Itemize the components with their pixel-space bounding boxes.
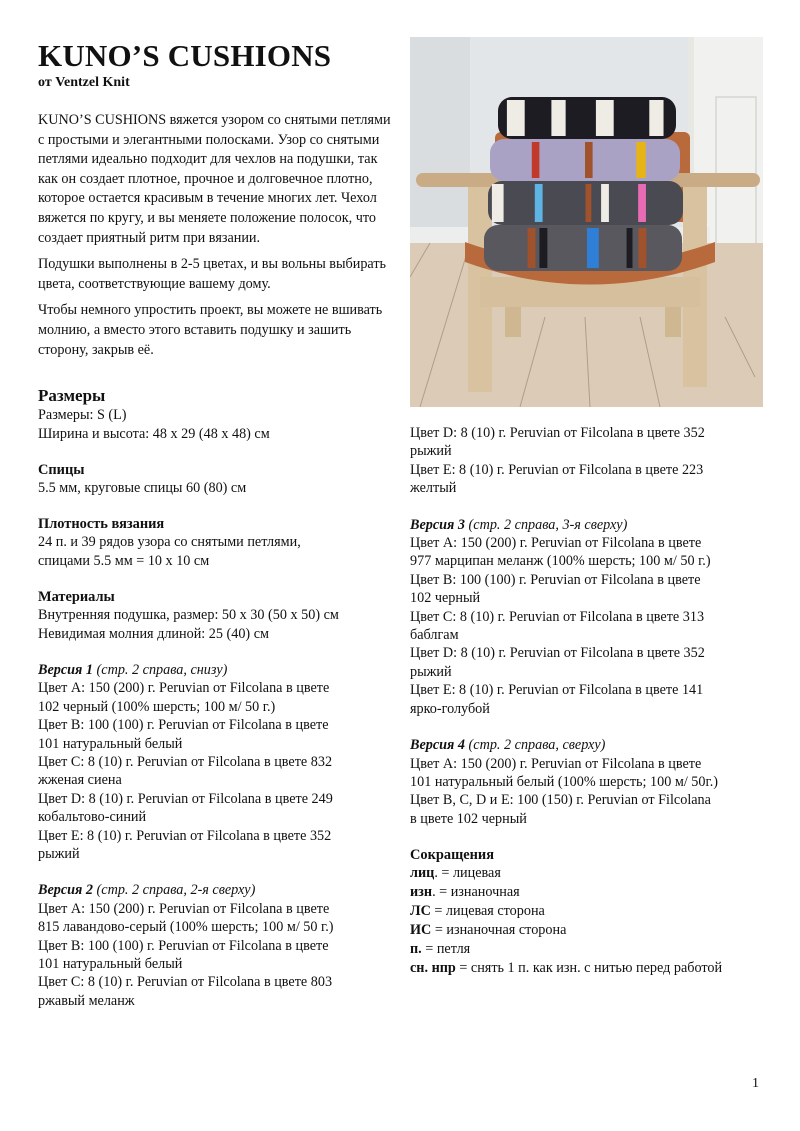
yarn-line: 101 натуральный белый	[38, 956, 183, 973]
version-note: (стр. 2 справа, снизу)	[96, 661, 228, 678]
intro-paragraph-3: Чтобы немного упростить проект, вы можете не вшивать молнию, а вместо этого вставить подушку и зашить сторону, закрыв её.	[38, 302, 383, 358]
right-column	[410, 37, 780, 978]
photo-cushion-stripe	[601, 184, 609, 222]
materials-heading: Материалы	[38, 589, 115, 606]
yarn-line: Цвет B: 100 (100) г. Peruvian от Filcolana в цвете	[410, 571, 701, 588]
abbreviations-heading: Сокращения	[410, 847, 494, 864]
abbreviation-term: изн	[410, 884, 433, 901]
yarn-line: желтый	[410, 480, 457, 497]
photo-cushion	[484, 225, 682, 271]
yarn-line: Цвет A: 150 (200) г. Peruvian от Filcolana в цвете	[410, 755, 702, 772]
yarn-line: 102 черный	[410, 590, 481, 607]
abbreviation-definition: . = изнаночная	[432, 884, 520, 901]
yarn-line: 977 марципан меланж (100% шерсть; 100 м/ 50 г.)	[410, 553, 711, 570]
abbreviations-list	[410, 864, 780, 978]
version-3-heading	[410, 516, 780, 534]
yarn-line: 102 черный (100% шерсть; 100 м/ 50 г.)	[38, 698, 276, 715]
sizes-heading: Размеры	[38, 386, 106, 406]
photo-cushion-stripe	[632, 100, 637, 136]
abbreviation-item	[410, 959, 780, 978]
gauge-section	[38, 515, 398, 570]
sizes-line: Ширина и высота: 48 x 29 (48 x 48) см	[38, 425, 270, 442]
yarn-line: 101 натуральный белый (100% шерсть; 100 м/ 50г.)	[410, 773, 718, 790]
version-name: Версия 4	[410, 737, 465, 754]
yarn-line: жженая сиена	[38, 772, 122, 789]
abbreviation-item	[410, 864, 780, 883]
photo-wall-shadow	[410, 37, 470, 237]
photo-cushion-stack	[484, 97, 683, 271]
abbreviation-term: лиц	[410, 865, 435, 882]
sizes-line: Размеры: S (L)	[38, 407, 127, 424]
photo-cushion-stripe	[638, 228, 646, 268]
yarn-line: Цвет A: 150 (200) г. Peruvian от Filcolana в цвете	[38, 900, 330, 917]
version-note: (стр. 2 справа, 3-я сверху)	[468, 516, 628, 533]
abbreviation-definition: = петля	[421, 941, 471, 958]
yarn-line: Цвет C: 8 (10) г. Peruvian от Filcolana в цвете 803	[38, 974, 333, 991]
photo-cushion-stripe	[587, 228, 599, 268]
needles-line: 5.5 мм, круговые спицы 60 (80) см	[38, 479, 247, 496]
abbreviation-term: ЛС	[410, 903, 431, 920]
photo-cushion-stripe	[585, 142, 593, 178]
photo-cushion-stripe	[586, 184, 592, 222]
abbreviation-definition: . = лицевая	[434, 865, 501, 882]
photo-cushion-stripe	[583, 100, 588, 136]
materials-line: Внутренняя подушка, размер: 50 x 30 (50 x 50) см	[38, 607, 339, 624]
abbreviation-item	[410, 940, 780, 959]
version-1-section	[38, 661, 398, 863]
photo-cushion-stripe	[532, 142, 540, 178]
photo-cushion-stripe	[636, 142, 646, 178]
photo-cushion-stripe	[535, 184, 543, 222]
yarn-line: Цвет B: 100 (100) г. Peruvian от Filcolana в цвете	[38, 717, 329, 734]
photo-cushion-stripe	[551, 100, 565, 136]
yarn-line: ржавый меланж	[38, 992, 135, 1009]
photo-cushion-stripe	[528, 228, 536, 268]
yarn-line: ярко-голубой	[410, 700, 490, 717]
yarn-line: Цвет E: 8 (10) г. Peruvian от Filcolana в цвете 352	[38, 827, 332, 844]
version-name: Версия 3	[410, 516, 465, 533]
version-2-continued	[410, 424, 780, 498]
yarn-line: Цвет D: 8 (10) г. Peruvian от Filcolana в цвете 352	[410, 425, 705, 441]
yarn-line: Цвет E: 8 (10) г. Peruvian от Filcolana в цвете 223	[410, 461, 704, 478]
photo-illustration	[410, 37, 763, 407]
needles-section	[38, 461, 398, 497]
version-3-section	[410, 516, 780, 718]
yarn-line: в цвете 102 черный	[410, 810, 527, 827]
version-name: Версия 1	[38, 661, 93, 678]
yarn-line: Цвет B, C, D и E: 100 (150) г. Peruvian от Filcolana	[410, 792, 711, 809]
photo-cushion-stripe	[627, 228, 633, 268]
photo-cushion-stripe	[539, 228, 547, 268]
version-2-section	[38, 881, 398, 1010]
yarn-line: Цвет C: 8 (10) г. Peruvian от Filcolana в цвете 313	[410, 608, 705, 625]
version-4-heading	[410, 736, 780, 754]
photo-cushion-stripe	[638, 184, 646, 222]
gauge-line: спицами 5.5 мм = 10 x 10 см	[38, 552, 210, 569]
photo-cushion-stripe	[649, 100, 663, 136]
sizes-section	[38, 386, 398, 443]
yarn-line: Цвет A: 150 (200) г. Peruvian от Filcolana в цвете	[410, 535, 702, 552]
abbreviation-definition: = снять 1 п. как изн. с нитью перед работой	[455, 960, 723, 977]
yarn-line: Цвет D: 8 (10) г. Peruvian от Filcolana в цвете 249	[38, 790, 333, 807]
yarn-line: баблгам	[410, 627, 459, 644]
yarn-line: рыжий	[410, 443, 452, 460]
yarn-line: кобальтово-синий	[38, 809, 147, 826]
photo-cushion-stripe	[507, 100, 525, 136]
intro-paragraph-2: Подушки выполнены в 2-5 цветах, и вы вольны выбирать цвета, соответствующие вашему дому.	[38, 256, 387, 292]
version-name: Версия 2	[38, 882, 93, 899]
left-column	[38, 38, 398, 1010]
abbreviation-item	[410, 883, 780, 902]
cushions-on-chair-photo	[410, 37, 763, 407]
yarn-line: 815 лавандово-серый (100% шерсть; 100 м/ 50 г.)	[38, 919, 334, 936]
yarn-line: рыжий	[410, 663, 452, 680]
gauge-heading: Плотность вязания	[38, 516, 165, 533]
page-number: 1	[752, 1076, 759, 1091]
yarn-line: Цвет E: 8 (10) г. Peruvian от Filcolana в цвете 141	[410, 682, 704, 699]
abbreviation-item	[410, 902, 780, 921]
yarn-line: 101 натуральный белый	[38, 735, 183, 752]
photo-cushion-stripe	[596, 100, 614, 136]
abbreviation-definition: = изнаночная сторона	[431, 922, 567, 939]
designer-byline: от Ventzel Knit	[38, 75, 130, 90]
version-1-heading	[38, 661, 398, 679]
abbreviation-item	[410, 921, 780, 940]
abbreviations-section	[410, 846, 780, 978]
materials-line: Невидимая молния длиной: 25 (40) см	[38, 625, 269, 642]
abbreviation-definition: = лицевая сторона	[430, 903, 545, 920]
yarn-line: Цвет D: 8 (10) г. Peruvian от Filcolana в цвете 352	[410, 645, 705, 662]
materials-section	[38, 588, 398, 643]
photo-cushion-stripe	[492, 184, 504, 222]
yarn-line: Цвет A: 150 (200) г. Peruvian от Filcolana в цвете	[38, 680, 330, 697]
abbreviation-term: сн. нпр	[410, 960, 456, 977]
abbreviation-term: ИС	[410, 922, 432, 939]
version-note: (стр. 2 справа, 2-я сверху)	[96, 882, 256, 899]
pattern-title: KUNO’S CUSHIONS	[38, 38, 332, 73]
yarn-line: рыжий	[38, 846, 80, 863]
abbreviation-term: п.	[410, 941, 422, 958]
needles-heading: Спицы	[38, 461, 85, 478]
photo-cushion-stripe	[537, 100, 542, 136]
version-note: (стр. 2 справа, сверху)	[468, 737, 606, 754]
version-2-heading	[38, 881, 398, 899]
version-4-section	[410, 736, 780, 828]
intro-paragraph-1: KUNO’S CUSHIONS вяжется узором со снятыми петлями с простыми и элегантными полосками. Узор со снятыми петлями идеально подходит для чехлов на подушки, так как он создает плотное, прочное и долговечное плотно, которое остается красивым в течение многих лет. Чехол вяжется по кругу, и вы меняете положение полосок, что создает приятный ритм при вязании.	[38, 112, 391, 246]
yarn-line: Цвет C: 8 (10) г. Peruvian от Filcolana в цвете 832	[38, 754, 333, 770]
yarn-line: Цвет B: 100 (100) г. Peruvian от Filcolana в цвете	[38, 937, 329, 954]
gauge-line: 24 п. и 39 рядов узора со снятыми петлями,	[38, 534, 301, 551]
